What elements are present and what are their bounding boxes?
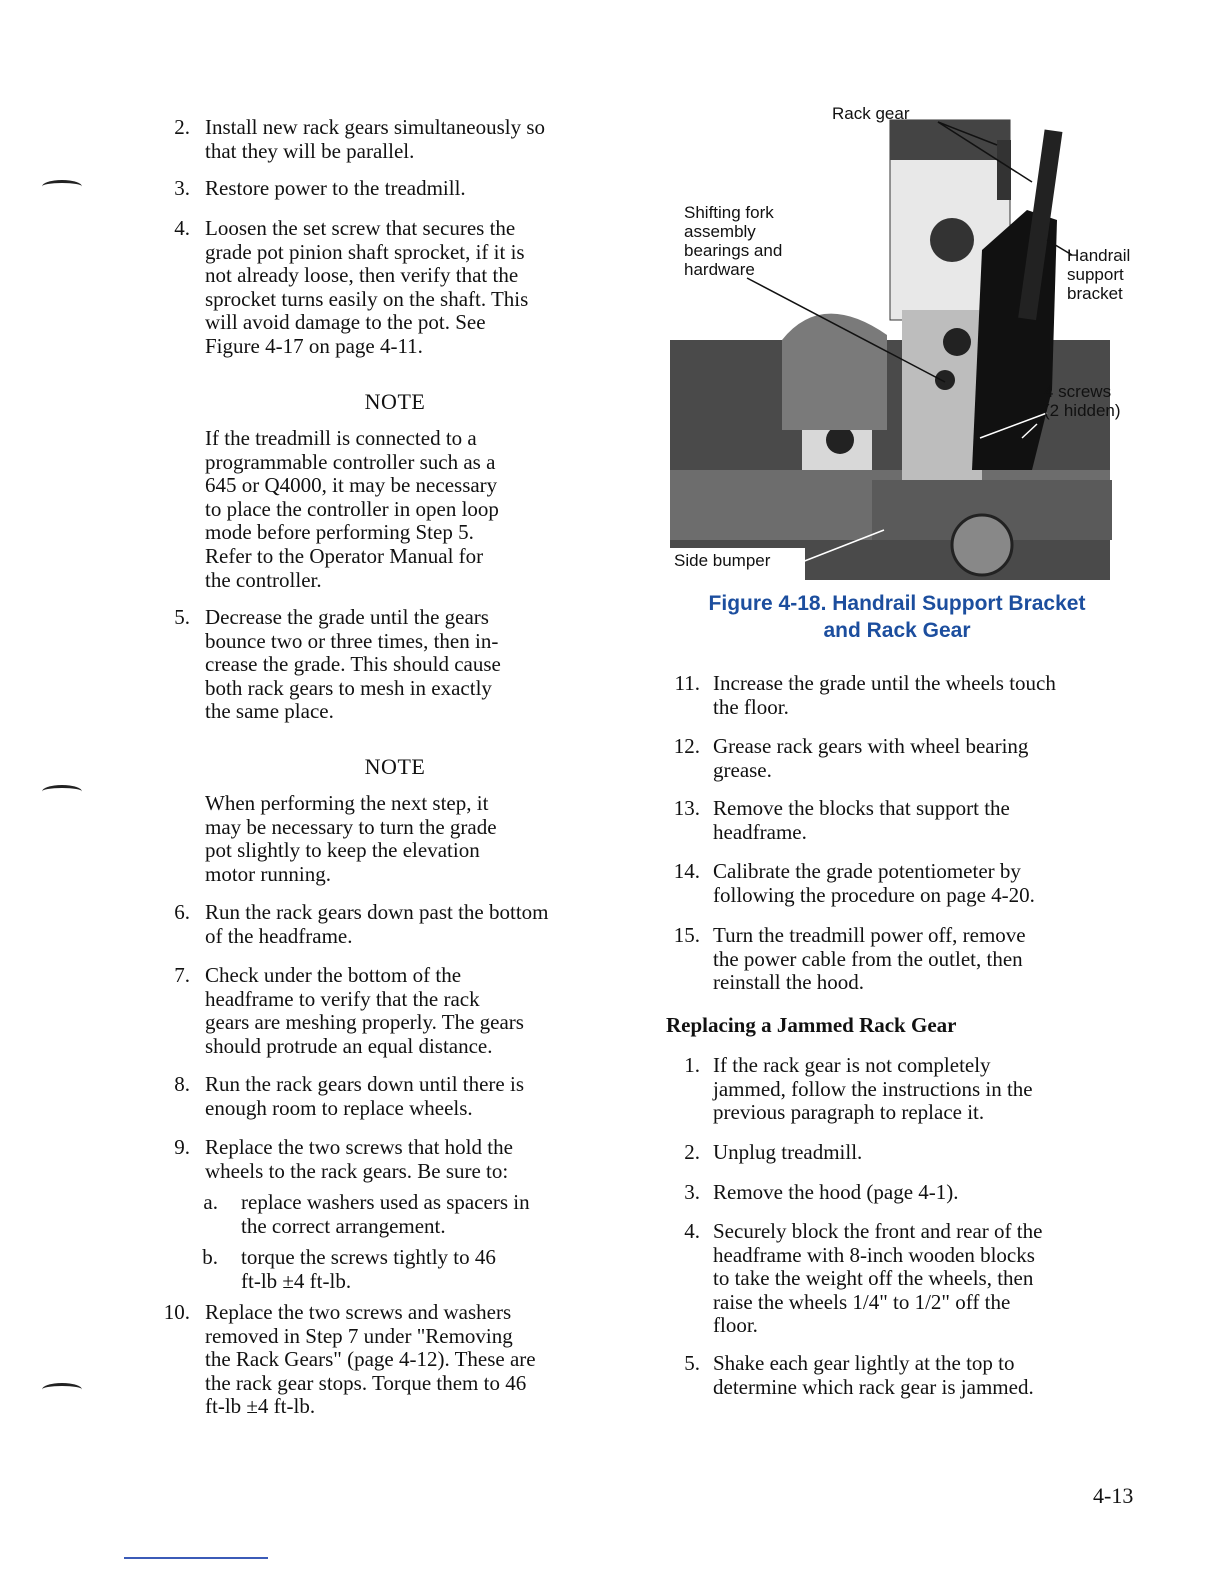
step-number: 13. (673, 796, 700, 820)
step-text: Install new rack gears simultaneously so that they will be parallel. (205, 115, 545, 163)
label-screws: 4 screws (2 hidden) (1044, 382, 1121, 420)
step-number: 2. (684, 1140, 700, 1164)
step-number: 11. (674, 671, 700, 695)
step-number: 7. (174, 963, 190, 987)
step-text: Replace the two screws and washers removed in Step 7 under "Removing the Rack Gears" (page 4-12). These are the rack gear stops. Torque them to 46 ft-lb ±4 ft-lb. (205, 1300, 536, 1419)
step-number: 14. (673, 859, 700, 883)
step-number: 4. (684, 1219, 700, 1243)
step-text: If the rack gear is not completely jammed, follow the instructions in the previous paragraph to replace it. (713, 1053, 1033, 1125)
note-heading: NOTE (364, 389, 426, 414)
step-text: Run the rack gears down past the bottom of the headframe. (205, 900, 549, 948)
page-number: 4-13 (1093, 1483, 1134, 1508)
step-text: Replace the two screws that hold the wheels to the rack gears. Be sure to: (205, 1135, 513, 1183)
note-text: When performing the next step, it may be necessary to turn the grade pot slightly to keep the elevation motor running. (205, 791, 497, 886)
step-number: 1. (684, 1053, 700, 1077)
step-number: 2. (174, 115, 190, 139)
step-14 (660, 860, 1180, 907)
step-11 (660, 672, 1180, 719)
substep-text: replace washers used as spacers in the correct arrangement. (241, 1190, 530, 1238)
step-number: 12. (673, 734, 700, 758)
label-side-bumper: Side bumper (674, 551, 771, 570)
step-number: 10. (163, 1300, 190, 1324)
substep-text: torque the screws tightly to 46 ft-lb ±4 ft-lb. (241, 1245, 496, 1293)
step-number: 9. (174, 1135, 190, 1159)
step-text: Restore power to the treadmill. (205, 176, 466, 200)
treadmill-photo (662, 100, 1152, 590)
figure-handrail-bracket-photo (662, 100, 1152, 590)
step-9 (150, 1136, 620, 1183)
figure-caption: Figure 4-18. Handrail Support Bracket and Rack Gear (708, 592, 1086, 642)
substep-letter: a. (203, 1190, 218, 1214)
step-number: 3. (174, 176, 190, 200)
step-text: Calibrate the grade potentiometer by following the procedure on page 4-20. (713, 859, 1035, 907)
step-text: Remove the hood (page 4-1). (713, 1180, 959, 1204)
step-text: Turn the treadmill power off, remove the power cable from the outlet, then reinstall the hood. (713, 923, 1026, 995)
label-shifting-fork: Shifting fork assembly bearings and hardware (684, 203, 783, 279)
step-8 (150, 1073, 620, 1120)
step-text: Decrease the grade until the gears bounce two or three times, then in- crease the grade. This should cause both rack gears to mesh in exactly the same place. (205, 605, 501, 724)
step-5 (150, 606, 620, 724)
step-4 (150, 217, 620, 359)
step-13 (660, 797, 1180, 844)
step-number: 15. (673, 923, 700, 947)
step-number: 3. (684, 1180, 700, 1204)
step-text: Increase the grade until the wheels touch the floor. (713, 671, 1056, 719)
step-3 (150, 177, 620, 201)
step-text: Unplug treadmill. (713, 1140, 863, 1164)
step-2 (150, 116, 620, 163)
substep-letter: b. (202, 1245, 218, 1269)
step-number: 8. (174, 1072, 190, 1096)
step-text: Remove the blocks that support the headframe. (713, 796, 1010, 844)
note-text: If the treadmill is connected to a programmable controller such as a 645 or Q4000, it may be necessary to place the controller in open loop mode before performing Step 5. Refer to the Operator Manual for the controller. (205, 426, 499, 592)
margin-mark (42, 180, 82, 193)
margin-mark (42, 1383, 82, 1396)
section-heading: Replacing a Jammed Rack Gear (666, 1013, 957, 1037)
footer-rule (124, 1557, 268, 1559)
step-number: 4. (174, 216, 190, 240)
jam-step-1 (660, 1054, 1180, 1125)
step-text: Run the rack gears down until there is enough room to replace wheels. (205, 1072, 524, 1120)
jam-step-3 (660, 1181, 1180, 1205)
step-number: 6. (174, 900, 190, 924)
step-text: Loosen the set screw that secures the grade pot pinion shaft sprocket, if it is not already loose, then verify that the sprocket turns easily on the shaft. This will avoid damage to the pot. See Figure 4-17 on page 4-11. (205, 216, 529, 358)
step-number: 5. (684, 1351, 700, 1375)
margin-mark (42, 785, 82, 798)
substep-b (190, 1246, 620, 1293)
jam-step-2 (660, 1141, 1180, 1165)
substep-a (190, 1191, 620, 1238)
step-6 (150, 901, 620, 948)
step-number: 5. (174, 605, 190, 629)
step-7 (150, 964, 620, 1058)
jam-step-4 (660, 1220, 1180, 1338)
step-text: Securely block the front and rear of the headframe with 8-inch wooden blocks to take the weight off the wheels, then raise the wheels 1/4" to 1/2" off the floor. (713, 1219, 1043, 1338)
step-text: Shake each gear lightly at the top to determine which rack gear is jammed. (713, 1351, 1034, 1399)
note-heading: NOTE (364, 754, 426, 779)
label-handrail-bracket: Handrail support bracket (1067, 246, 1131, 303)
step-text: Check under the bottom of the headframe to verify that the rack gears are meshing properly. The gears should protrude an equal distance. (205, 963, 524, 1058)
step-text: Grease rack gears with wheel bearing grease. (713, 734, 1029, 782)
label-rack-gear: Rack gear (832, 104, 910, 123)
step-15 (660, 924, 1180, 995)
jam-step-5 (660, 1352, 1180, 1399)
step-10 (150, 1301, 620, 1419)
step-12 (660, 735, 1180, 782)
